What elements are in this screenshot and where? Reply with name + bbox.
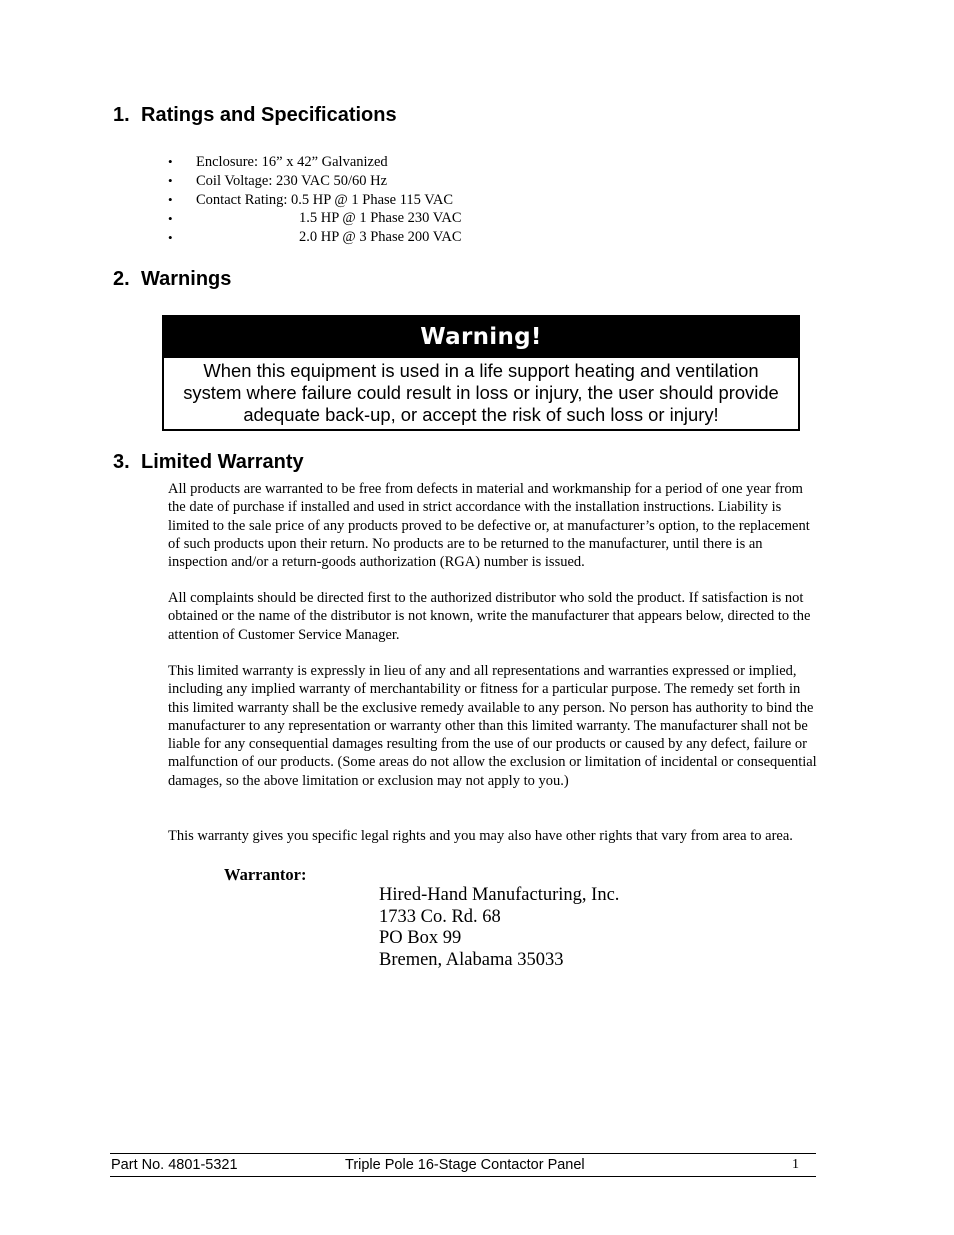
section-title: Ratings and Specifications xyxy=(141,104,397,126)
address-line: Bremen, Alabama 35033 xyxy=(379,950,564,971)
warning-box xyxy=(162,315,800,431)
warranty-paragraph: All products are warranted to be free from defects in material and workmanship for a period of one year from the date of purchase if installed and used in strict accordance with the installation instructions. Liability is limited to the sale price of any products proved to be defective or, at manufacturer’s option, to the replacement of such products upon their return. No products are to be returned to the manufacturer, until there is an inspection and/or a return-goods authorization (RGA) number is issued. xyxy=(168,481,810,571)
address-line: PO Box 99 xyxy=(379,928,462,949)
section-heading-warranty xyxy=(113,451,304,474)
spec-label: Enclosure: 16” x 42” Galvanized xyxy=(196,154,388,170)
section-title: Warnings xyxy=(141,268,232,290)
bullet-icon: • xyxy=(168,173,173,188)
page-footer xyxy=(110,1153,816,1177)
specs-list xyxy=(168,152,462,247)
section-number: 1. xyxy=(113,104,130,126)
warning-text: When this equipment is used in a life support heating and ventilation system where failure could result in loss or injury, the user should provide adequate back-up, or accept the risk of such loss or injury! xyxy=(183,360,779,425)
list-item xyxy=(168,152,453,171)
list-item xyxy=(168,209,462,228)
warrantor-address xyxy=(379,885,619,972)
bullet-icon: • xyxy=(168,230,173,245)
footer-page-number: 1 xyxy=(792,1157,799,1172)
section-title: Limited Warranty xyxy=(141,451,304,473)
warranty-paragraph: This limited warranty is expressly in lieu of any and all representations and warranties expressed or implied, including any implied warranty of merchantability or fitness for a particular purpose. The remedy set forth in this limited warranty shall be the exclusive remedy available to any person. No person has authority to bind the manufacturer to any representation or warranty other than this limited warranty. The manufacturer shall not be liable for any consequential damages resulting from the use of our products or caused by any defect, failure or malfunction of our products. (Some areas do not allow the exclusion or limitation of incidental or consequential damages, so the above limitation or exclusion may not apply to you.) xyxy=(168,663,817,789)
spec-indent-text: 2.0 HP @ 3 Phase 200 VAC xyxy=(299,229,462,245)
bullet-icon: • xyxy=(168,192,173,207)
section-number: 2. xyxy=(113,268,130,290)
warranty-paragraph: All complaints should be directed first to the authorized distributor who sold the product. If satisfaction is not obtained or the name of the distributor is not known, write the manufacturer that appears below, directed to the attention of Customer Service Manager. xyxy=(168,590,811,643)
spec-label: Contact Rating: 0.5 HP @ 1 Phase 115 VAC xyxy=(196,192,454,208)
list-item xyxy=(168,171,453,190)
footer-title: Triple Pole 16-Stage Contactor Panel xyxy=(345,1157,585,1173)
bullet-icon: • xyxy=(168,211,173,226)
section-heading-warnings xyxy=(113,268,231,291)
list-item xyxy=(168,228,462,247)
warranty-paragraph: This warranty gives you specific legal rights and you may also have other rights that vary from area to area. xyxy=(168,828,793,844)
bullet-icon: • xyxy=(168,154,173,169)
address-line: Hired-Hand Manufacturing, Inc. xyxy=(379,885,620,905)
spec-indent-text: 1.5 HP @ 1 Phase 230 VAC xyxy=(299,210,462,226)
spec-label: Coil Voltage: 230 VAC 50/60 Hz xyxy=(196,173,388,189)
warrantor-label: Warrantor: xyxy=(224,865,307,884)
section-number: 3. xyxy=(113,451,130,473)
warning-heading: Warning! xyxy=(164,317,798,358)
address-line: 1733 Co. Rd. 68 xyxy=(379,906,501,927)
footer-part-number: Part No. 4801-5321 xyxy=(111,1157,238,1173)
section-heading-ratings xyxy=(113,104,397,127)
list-item xyxy=(168,190,453,209)
